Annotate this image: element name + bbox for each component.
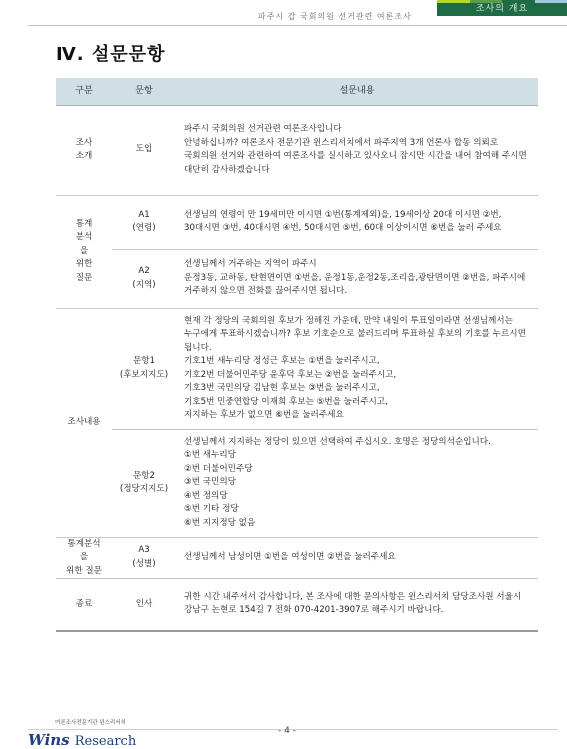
chapter-tag: 조사의 개요 [437,3,567,16]
content-cell: 선생님께서 거주하는 지역이 파주시 운정3동, 교하동, 탄현면이면 ①번을, 운정1동,운정2동,조리읍,광탄면이면 ②번을, 파주시에 거주하지 않으면 전화를 끊어주시면 됩니다. [176,249,538,308]
table-row [56,308,538,429]
content-cell: 파주시 국회의원 선거관련 여론조사입니다 안녕하십니까? 여론조사 전문기관 윈스리서치에서 파주지역 3개 언론사 합동 의뢰로 국회의원 선거와 관련하여 여론조사를 실시하고 있사오니 잠시만 시간을 내어 참여해 주시면 대단히 감사하겠습니다 [176,105,538,195]
content-cell: 선생님께서 남성이면 ①번을 여성이면 ②번을 눌러주세요 [176,537,538,579]
content-cell: 선생님의 연령이 만 19세미만 이시면 ①번(통계제외)을, 19세이상 20대 이시면 ②번, 30대시면 ③번, 40대시면 ④번, 50대시면 ⑤번, 60대 이상이시면 ⑥번을 눌러 주세요 [176,195,538,249]
footer-org-name: 여론조사전문기관 윈스리서치 [55,720,126,726]
category-cell: 조사 소개 [56,105,112,195]
page-number: - 4 - [278,726,296,736]
category-cell: 통계분석 을 위한 질문 [56,537,112,579]
category-cell: 조사내용 [56,308,112,537]
table-row [56,579,538,631]
table-row [56,195,538,249]
table-header-row [56,78,538,105]
company-logo [28,730,136,749]
content-cell: 현재 각 정당의 국회의원 후보가 정해진 가운데, 만약 내일이 투표일이라면 선생님께서는 누구에게 투표하시겠습니까? 후보 기호순으로 불러드리며 투표하실 후보의 기호를 누르시면 됩니다. 기호1번 새누리당 정성근 후보는 ①번을 눌러주시고, 기호2번 더불어민주당 윤후덕 후보는 ②번을 눌러주시고, 기호3번 국민의당 김남현 후보는 ③번을 눌러주시고, 기호5번 민중연합당 이재희 후보는 ⑤번을 눌러주시고, 지지하는 후보가 없으면 ⑥번을 눌러주세요 [176,308,538,429]
category-cell: 통계 분석 을 위한 질문 [56,195,112,308]
table-row [56,249,538,308]
table-row [56,429,538,537]
category-cell: 종료 [56,579,112,631]
item-cell: 인사 [112,579,176,631]
content-cell: 선생님께서 지지하는 정당이 있으면 선택하여 주십시오. 호명은 정당의석순입니다. ①번 새누리당 ②번 더불어민주당 ③번 국민의당 ④번 정의당 ⑤번 기타 정당 ⑥번 지지정당 없음 [176,429,538,537]
questionnaire-table [56,78,538,632]
section-title: Ⅳ. 설문문항 [56,44,166,65]
column-header-item: 문항 [112,78,176,105]
table-row [56,537,538,579]
content-cell: 귀한 시간 내주셔서 감사합니다, 본 조사에 대한 문의사항은 윈스리서치 담당조사원 서울시 강남구 논현로 154길 7 전화 070-4201-3907로 해주시기 바랍니다. [176,579,538,631]
column-header-content: 설문내용 [176,78,538,105]
item-cell: 문항1 (후보지지도) [112,308,176,429]
item-cell: 문항2 (정당지지도) [112,429,176,537]
item-cell: A1 (연령) [112,195,176,249]
logo-wins-text: Wins [28,731,70,749]
running-header-title: 파주시 갑 국회의원 선거관련 여론조사 [258,12,412,21]
logo-research-text: Research [74,734,137,749]
header-divider [28,25,567,26]
item-cell: 도입 [112,105,176,195]
item-cell: A3 (성별) [112,537,176,579]
column-header-category: 구분 [56,78,112,105]
item-cell: A2 (지역) [112,249,176,308]
table-row [56,105,538,195]
